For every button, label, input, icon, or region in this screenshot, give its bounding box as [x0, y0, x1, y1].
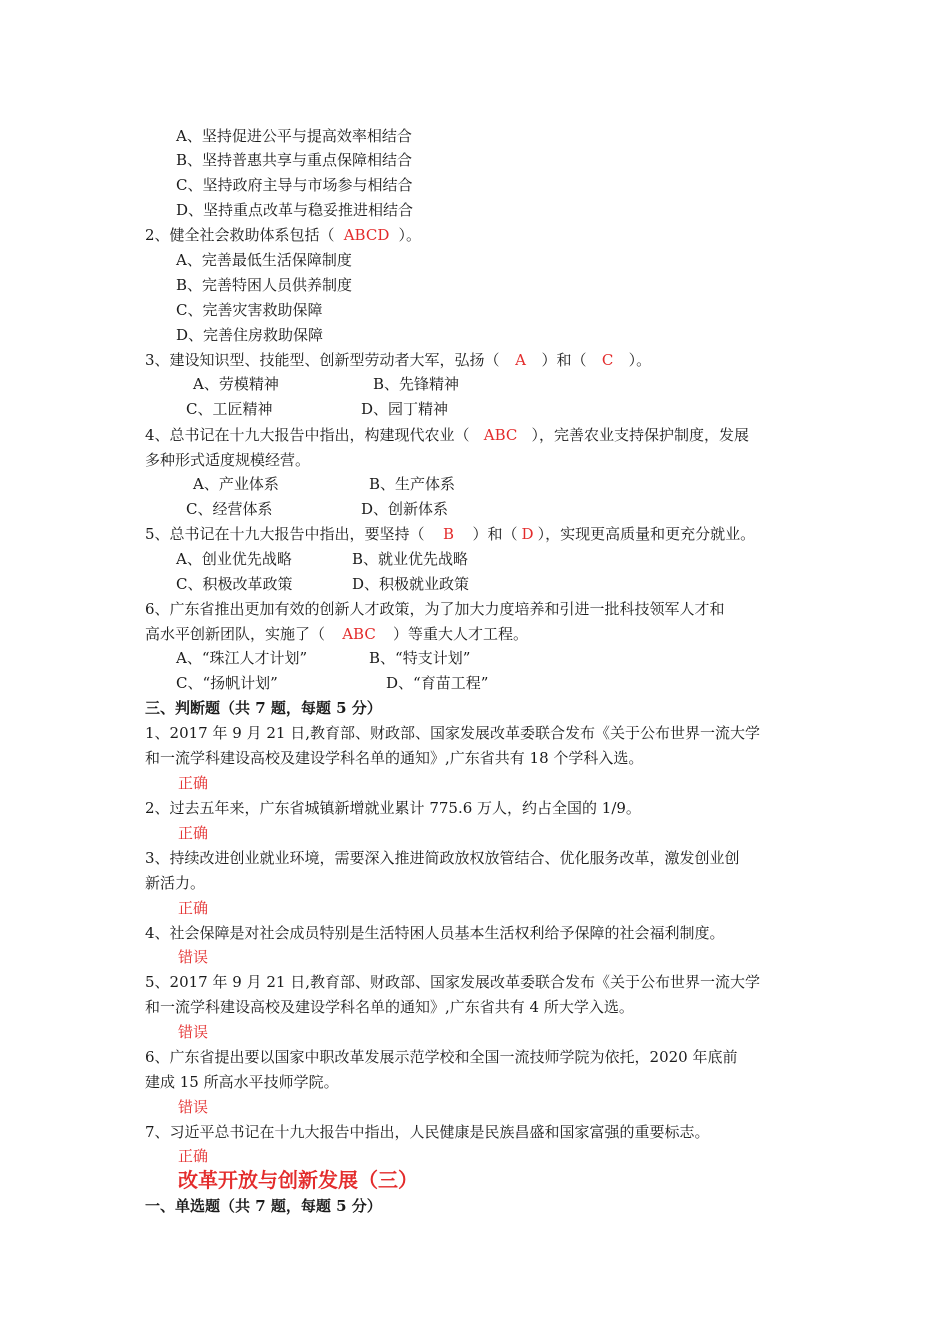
tf4-line1: 4、社会保障是对社会成员特别是生活特困人员基本生活权利给予保障的社会福利制度。 — [145, 924, 725, 942]
q6-answer: ABC — [342, 625, 376, 643]
q2-option-c: C、完善灾害救助保障 — [176, 301, 323, 319]
q1-option-b: B、坚持普惠共享与重点保障相结合 — [176, 151, 413, 169]
q2-stem — [145, 224, 421, 246]
tf2-answer: 正确 — [178, 824, 209, 842]
tf5-line2: 和一流学科建设高校及建设学科名单的通知》,广东省共有 4 所大学入选。 — [145, 998, 634, 1016]
tf1-line2: 和一流学科建设高校及建设学科名单的通知》,广东省共有 18 个学科入选。 — [145, 749, 644, 767]
q3-answer-2: C — [601, 351, 614, 369]
tf5-line1: 5、2017 年 9 月 21 日,教育部、财政部、国家发展改革委联合发布《关于公布世界一流大学 — [145, 973, 760, 991]
tf3-line2: 新活力。 — [145, 874, 206, 892]
q4-answer: ABC — [483, 426, 518, 444]
q6-stem-line1: 6、广东省推出更加有效的创新人才政策，为了加大力度培养和引进一批科技领军人才和 — [145, 600, 725, 618]
q5-option-b: B、就业优先战略 — [352, 550, 469, 568]
section3-heading: 三、判断题（共 7 题，每题 5 分） — [145, 699, 382, 717]
q2-option-b: B、完善特困人员供养制度 — [176, 276, 353, 294]
q3-stem-text: 3、建设知识型、技能型、创新型劳动者大军，弘扬（ — [145, 351, 500, 369]
q1-option-c: C、坚持政府主导与市场参与相结合 — [176, 176, 413, 194]
q4-option-b: B、生产体系 — [369, 475, 456, 493]
q5-stem-middle: ）和（ — [472, 525, 518, 543]
q5-stem-text: 5、总书记在十九大报告中指出，要坚持（ — [145, 525, 425, 543]
q4-option-d: D、创新体系 — [361, 500, 449, 518]
q4-stem-line2: 多种形式适度规模经营。 — [145, 451, 311, 469]
q5-stem-end: ），实现更高质量和更充分就业。 — [537, 525, 756, 543]
q2-stem-text: 2、健全社会救助体系包括（ — [145, 226, 335, 244]
tf3-answer: 正确 — [178, 899, 209, 917]
q1-option-d: D、坚持重点改革与稳妥推进相结合 — [176, 201, 414, 219]
q3-stem-middle: ）和（ — [541, 351, 587, 369]
tf7-line1: 7、习近平总书记在十九大报告中指出，人民健康是民族昌盛和国家富强的重要标志。 — [145, 1123, 710, 1141]
q3-option-c: C、工匠精神 — [186, 400, 273, 418]
q6-stem-line2 — [145, 623, 528, 645]
q6-option-a: A、“珠江人才计划” — [176, 649, 308, 667]
tf7-answer: 正确 — [178, 1147, 209, 1165]
tf3-line1: 3、持续改进创业就业环境，需要深入推进简政放权放管结合、优化服务改革，激发创业创 — [145, 849, 740, 867]
q5-answer-2: D — [521, 525, 534, 543]
tf6-line2: 建成 15 所高水平技师学院。 — [145, 1073, 339, 1091]
q4-stem — [145, 424, 749, 446]
q2-answer: ABCD — [343, 226, 390, 244]
q4-option-c: C、经营体系 — [186, 500, 273, 518]
q2-stem-end: ）。 — [398, 226, 422, 244]
q3-stem-end: ）。 — [628, 351, 652, 369]
q4-option-a: A、产业体系 — [193, 475, 279, 493]
q3-option-a: A、劳模精神 — [193, 375, 279, 393]
q4-stem-text: 4、总书记在十九大报告中指出，构建现代农业（ — [145, 426, 470, 444]
tf4-answer: 错误 — [178, 948, 209, 966]
q2-option-a: A、完善最低生活保障制度 — [176, 251, 352, 269]
q3-option-b: B、先锋精神 — [373, 375, 460, 393]
tf1-answer: 正确 — [178, 774, 209, 792]
tf6-line1: 6、广东省提出要以国家中职改革发展示范学校和全国一流技师学院为依托，2020 年底前 — [145, 1048, 738, 1066]
q6-option-b: B、“特支计划” — [369, 649, 471, 667]
q4-stem-end: ），完善农业支持保护制度，发展 — [531, 426, 750, 444]
q5-stem — [145, 523, 755, 545]
single-choice-heading: 一、单选题（共 7 题，每题 5 分） — [145, 1197, 382, 1215]
q1-option-a: A、坚持促进公平与提高效率相结合 — [176, 127, 412, 145]
q6-stem-end: ）等重大人才工程。 — [393, 625, 529, 643]
q5-option-a: A、创业优先战略 — [176, 550, 292, 568]
q3-option-d: D、园丁精神 — [361, 400, 449, 418]
q5-option-d: D、积极就业政策 — [352, 575, 470, 593]
tf1-line1: 1、2017 年 9 月 21 日,教育部、财政部、国家发展改革委联合发布《关于公布世界一流大学 — [145, 724, 760, 742]
q3-stem — [145, 349, 651, 371]
q5-answer-1: B — [443, 525, 455, 543]
tf6-answer: 错误 — [178, 1098, 209, 1116]
q3-answer-1: A — [515, 351, 526, 369]
q6-stem-text: 高水平创新团队，实施了（ — [145, 625, 326, 643]
q6-option-c: C、“扬帆计划” — [176, 674, 278, 692]
q5-option-c: C、积极改革政策 — [176, 575, 293, 593]
q6-option-d: D、“育苗工程” — [386, 674, 489, 692]
tf5-answer: 错误 — [178, 1023, 209, 1041]
tf2-line1: 2、过去五年来，广东省城镇新增就业累计 775.6 万人，约占全国的 1/9。 — [145, 799, 641, 817]
chapter-title: 改革开放与创新发展（三） — [178, 1168, 418, 1192]
q2-option-d: D、完善住房救助保障 — [176, 326, 324, 344]
